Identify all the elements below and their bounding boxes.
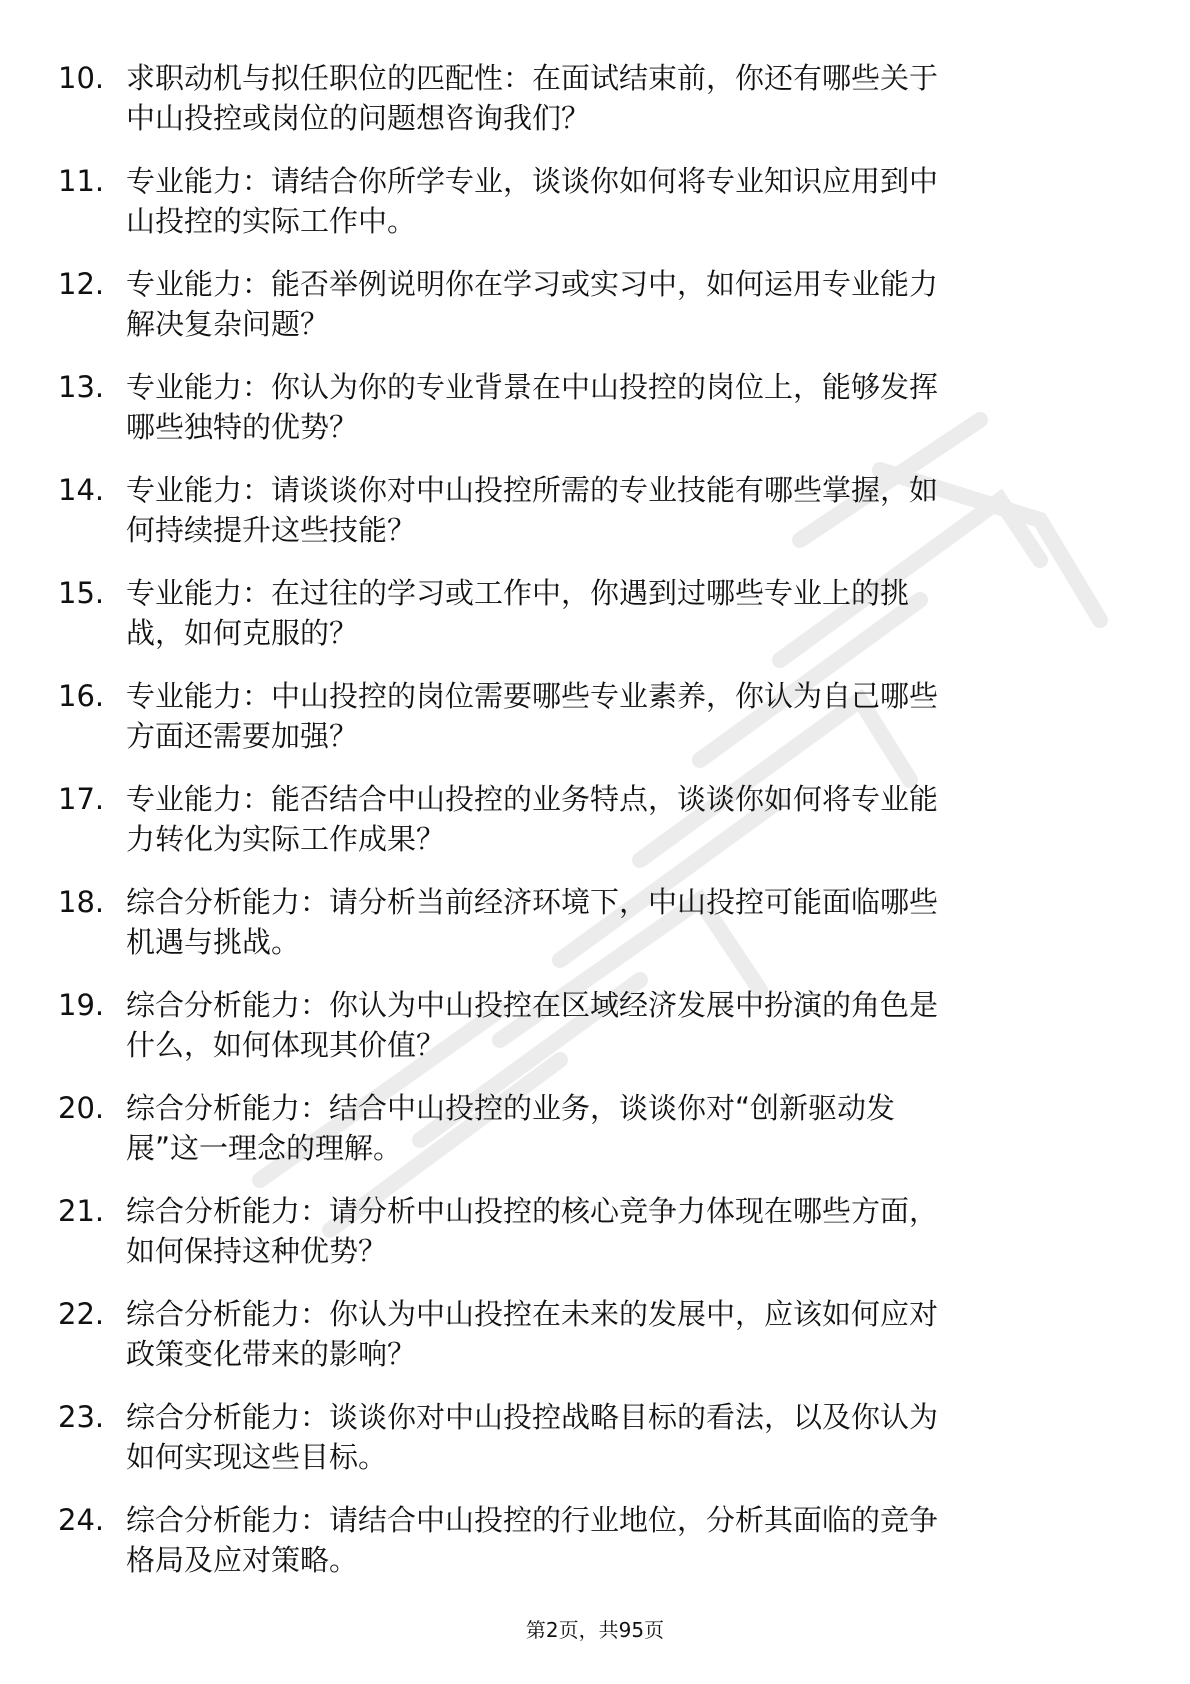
question-number: 17. — [58, 782, 105, 816]
question-text: 专业能力：请谈谈你对中山投控所需的专业技能有哪些掌握，如 何持续提升这些技能？ — [126, 473, 939, 547]
question-number: 23. — [58, 1400, 105, 1434]
question-text: 综合分析能力：请分析当前经济环境下，中山投控可能面临哪些 机遇与挑战。 — [126, 885, 939, 959]
question-number: 18. — [58, 885, 105, 919]
question-number: 24. — [58, 1503, 105, 1537]
question-number: 14. — [58, 473, 105, 507]
question-text: 综合分析能力：请分析中山投控的核心竞争力体现在哪些方面， 如何保持这种优势？ — [126, 1194, 939, 1268]
question-list — [0, 58, 1190, 1603]
question-item — [0, 1397, 1190, 1500]
question-number: 20. — [58, 1091, 105, 1125]
question-item — [0, 58, 1190, 161]
question-text: 专业能力：中山投控的岗位需要哪些专业素养，你认为自己哪些 方面还需要加强？ — [126, 679, 939, 753]
question-item — [0, 573, 1190, 676]
question-item — [0, 676, 1190, 779]
question-text: 综合分析能力：谈谈你对中山投控战略目标的看法，以及你认为 如何实现这些目标。 — [126, 1400, 939, 1474]
question-item — [0, 985, 1190, 1088]
question-text: 求职动机与拟任职位的匹配性：在面试结束前，你还有哪些关于 中山投控或岗位的问题想咨询我们？ — [126, 61, 939, 135]
question-item — [0, 779, 1190, 882]
question-text: 综合分析能力：你认为中山投控在区域经济发展中扮演的角色是 什么，如何体现其价值？ — [126, 988, 939, 1062]
question-number: 21. — [58, 1194, 105, 1228]
question-item — [0, 1191, 1190, 1294]
question-text: 综合分析能力：结合中山投控的业务，谈谈你对“创新驱动发 展”这一理念的理解。 — [126, 1091, 896, 1165]
page-number-footer: 第2页，共95页 — [525, 1618, 665, 1642]
question-item — [0, 1088, 1190, 1191]
question-number: 15. — [58, 576, 105, 610]
question-item — [0, 470, 1190, 573]
question-number: 13. — [58, 370, 105, 404]
question-number: 10. — [58, 61, 105, 95]
question-text: 专业能力：你认为你的专业背景在中山投控的岗位上，能够发挥 哪些独特的优势？ — [126, 370, 939, 444]
question-number: 16. — [58, 679, 105, 713]
question-item — [0, 1500, 1190, 1603]
question-text: 专业能力：请结合你所学专业，谈谈你如何将专业知识应用到中 山投控的实际工作中。 — [126, 164, 939, 238]
question-item — [0, 367, 1190, 470]
question-text: 专业能力：在过往的学习或工作中，你遇到过哪些专业上的挑 战，如何克服的？ — [126, 576, 910, 650]
question-text: 综合分析能力：你认为中山投控在未来的发展中，应该如何应对 政策变化带来的影响？ — [126, 1297, 939, 1371]
question-text: 专业能力：能否举例说明你在学习或实习中，如何运用专业能力 解决复杂问题？ — [126, 267, 939, 341]
question-number: 22. — [58, 1297, 105, 1331]
question-number: 11. — [58, 164, 105, 198]
question-text: 专业能力：能否结合中山投控的业务特点，谈谈你如何将专业能 力转化为实际工作成果？ — [126, 782, 939, 856]
question-item — [0, 882, 1190, 985]
question-text: 综合分析能力：请结合中山投控的行业地位，分析其面临的竞争 格局及应对策略。 — [126, 1503, 939, 1577]
question-item — [0, 161, 1190, 264]
question-number: 12. — [58, 267, 105, 301]
question-item — [0, 264, 1190, 367]
question-item — [0, 1294, 1190, 1397]
question-number: 19. — [58, 988, 105, 1022]
